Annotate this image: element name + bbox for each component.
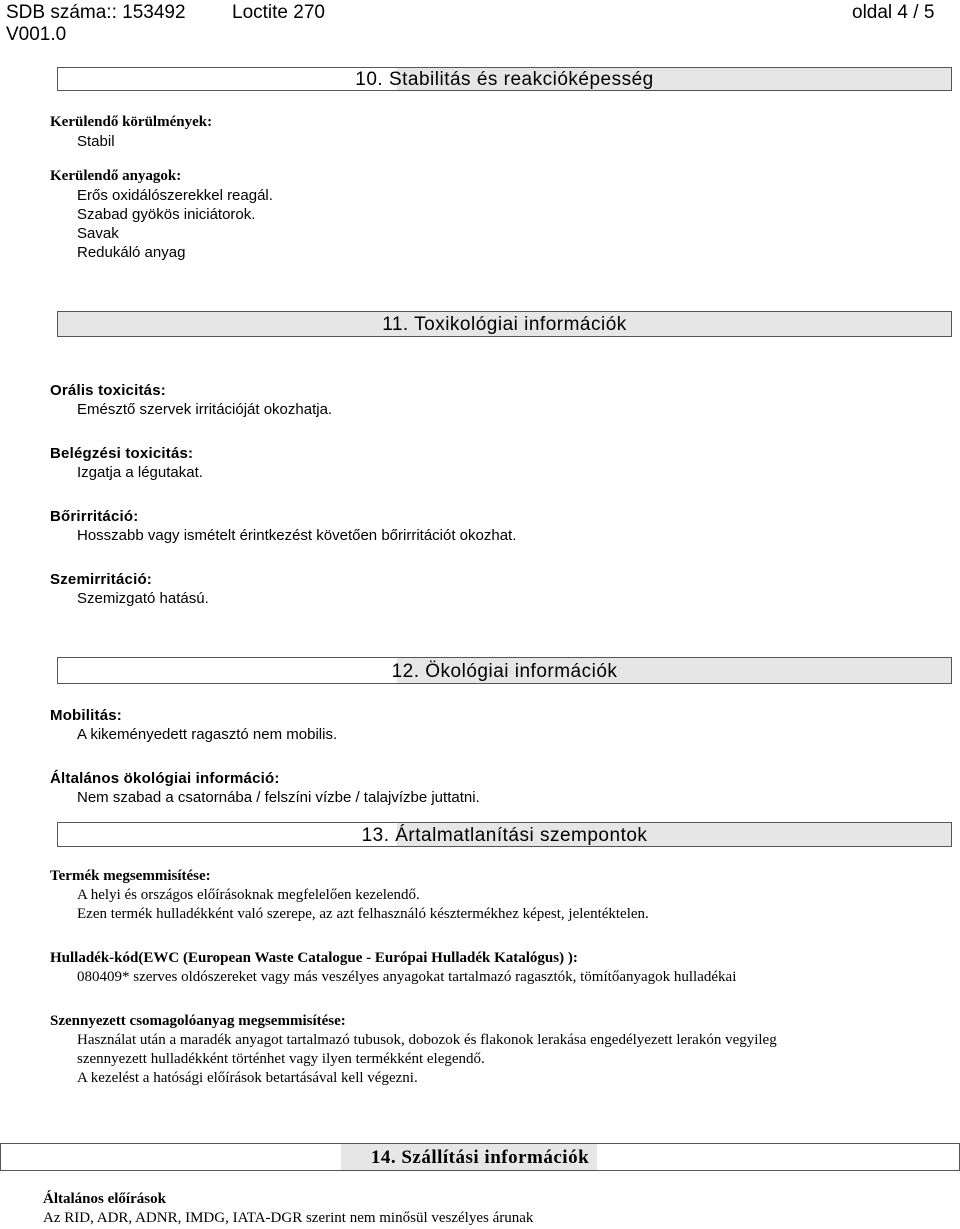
section-13-title: 13. Ártalmatlanítási szempontok: [361, 825, 648, 846]
packaging-disposal-line: Használat után a maradék anyagot tartalmazó tubusok, dobozok és flakonok lerakása engedélyezett lerakón vegyileg: [77, 1032, 777, 1048]
packaging-disposal-line: szennyezett hulladékként történhet vagy ilyen termékként elegendő.: [77, 1051, 485, 1067]
section-10-body: [50, 113, 950, 262]
transport-general-label: Általános előírások: [43, 1191, 166, 1207]
mobility-label: Mobilitás:: [50, 707, 122, 724]
inhalation-toxicity-label: Belégzési toxicitás:: [50, 445, 194, 462]
avoid-materials-label: Kerülendő anyagok:: [50, 168, 182, 184]
product-disposal-label: Termék megsemmisítése:: [50, 868, 211, 884]
version: V001.0: [6, 24, 67, 45]
general-ecology-label: Általános ökológiai információ:: [50, 770, 280, 787]
section-11-header: [57, 311, 952, 337]
section-14-title: 14. Szállítási információk: [370, 1147, 590, 1168]
avoid-material-item: Redukáló anyag: [77, 244, 186, 261]
transport-general-value: Az RID, ADR, ADNR, IMDG, IATA-DGR szerint nem minősül veszélyes árunak: [43, 1210, 534, 1226]
section-13-body: [50, 867, 950, 1088]
avoid-material-item: Szabad gyökös iniciátorok.: [77, 206, 256, 223]
oral-toxicity-value: Emésztő szervek irritációját okozhatja.: [77, 401, 333, 418]
section-10-title: 10. Stabilitás és reakcióképesség: [355, 69, 654, 90]
product-disposal-line: A helyi és országos előírásoknak megfelelően kezelendő.: [77, 887, 420, 903]
section-11-title: 11. Toxikológiai információk: [382, 314, 627, 335]
avoid-conditions-label: Kerülendő körülmények:: [50, 114, 213, 130]
avoid-material-item: Savak: [77, 225, 119, 242]
eye-irritation-label: Szemirritáció:: [50, 571, 152, 588]
mobility-value: A kikeményedett ragasztó nem mobilis.: [77, 726, 338, 743]
page-number: oldal 4 / 5: [852, 2, 935, 23]
section-10-header: [57, 67, 952, 91]
avoid-conditions-value: Stabil: [77, 133, 115, 150]
product-disposal-line: Ezen termék hulladékként való szerepe, az azt felhasználó késztermékhez képest, jelentéktelen.: [77, 906, 649, 922]
section-12-body: [50, 706, 950, 807]
section-12-header: [57, 657, 952, 684]
packaging-disposal-line: A kezelést a hatósági előírások betartásával kell végezni.: [77, 1070, 418, 1086]
section-14-header: [0, 1143, 960, 1171]
waste-code-value: 080409* szerves oldószereket vagy más veszélyes anyagokat tartalmazó ragasztók, tömítőanyagok hulladékai: [77, 969, 737, 985]
section-12-title: 12. Ökológiai információk: [391, 661, 618, 682]
section-14-body: [43, 1190, 533, 1228]
skin-irritation-label: Bőrirritáció:: [50, 508, 139, 525]
inhalation-toxicity-value: Izgatja a légutakat.: [77, 464, 203, 481]
skin-irritation-value: Hosszabb vagy ismételt érintkezést követően bőrirritációt okozhat.: [77, 527, 517, 544]
avoid-material-item: Erős oxidálószerekkel reagál.: [77, 187, 273, 204]
waste-code-label: Hulladék-kód(EWC (European Waste Catalogue - Európai Hulladék Katalógus) ):: [50, 950, 578, 966]
eye-irritation-value: Szemizgató hatású.: [77, 590, 209, 607]
oral-toxicity-label: Orális toxicitás:: [50, 382, 166, 399]
product-name: Loctite 270: [232, 2, 325, 23]
section-13-header: [57, 822, 952, 847]
section-11-body: [50, 381, 950, 608]
packaging-disposal-label: Szennyezett csomagolóanyag megsemmisítése:: [50, 1013, 346, 1029]
sds-number: SDB száma:: 153492: [6, 2, 186, 23]
general-ecology-value: Nem szabad a csatornába / felszíni vízbe / talajvízbe juttatni.: [77, 789, 480, 806]
